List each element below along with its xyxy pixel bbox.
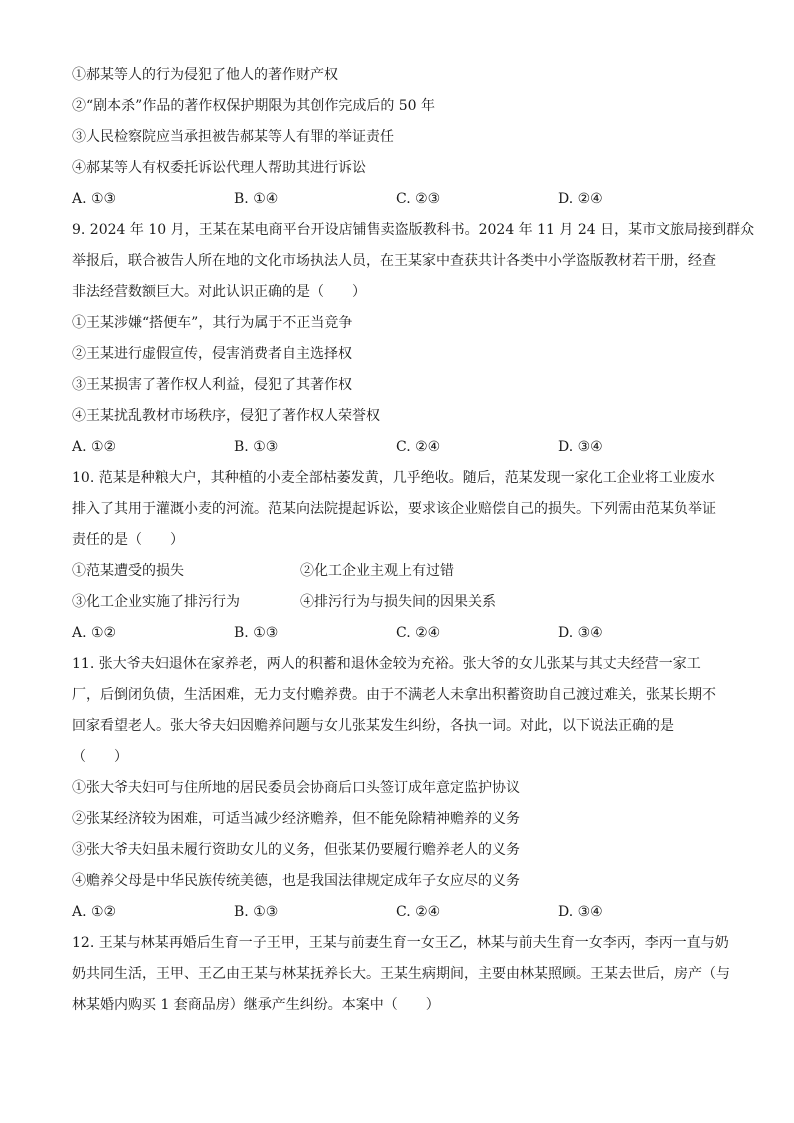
question-8-items — [72, 60, 732, 184]
q10-stem-line-3: 责任的是（ ） — [72, 532, 184, 548]
q9-stem-line-1: 9. 2024 年 10 月，王某在某电商平台开设店铺售卖盗版教科书。2024 年 11 月 24 日，某市文旅局接到群众 — [72, 222, 755, 238]
q9-item-1: ①王某涉嫌“搭便车”，其行为属于不正当竞争 — [72, 315, 353, 331]
q10-items-row-1 — [72, 556, 732, 587]
q10-items-row-2 — [72, 587, 732, 618]
q10-item-3: ③化工企业实施了排污行为 — [72, 594, 240, 610]
q8-item-4: ④郝某等人有权委托诉讼代理人帮助其进行诉讼 — [72, 160, 366, 176]
q9-option-c[interactable]: C. ②④ — [396, 439, 441, 455]
q10-item-4: ④排污行为与损失间的因果关系 — [300, 594, 496, 610]
q12-stem-line-3: 林某婚内购买 1 套商品房）继承产生纠纷。本案中（ ） — [72, 997, 440, 1013]
q10-stem-line-1: 10. 范某是种粮大户，其种植的小麦全部枯萎发黄，几乎绝收。随后，范某发现一家化工企业将工业废水 — [72, 470, 715, 486]
q11-options — [72, 897, 732, 928]
question-10 — [72, 463, 732, 649]
q10-item-1: ①范某遭受的损失 — [72, 563, 184, 579]
q8-option-c[interactable]: C. ②③ — [396, 191, 441, 207]
q10-option-b[interactable]: B. ①③ — [234, 625, 279, 641]
q9-options — [72, 432, 732, 463]
q8-option-d[interactable]: D. ②④ — [558, 191, 603, 207]
q11-stem-line-3: 回家看望老人。张大爷夫妇因赡养问题与女儿张某发生纠纷，各执一词。对此，以下说法正确的是 — [72, 718, 674, 734]
q11-option-b[interactable]: B. ①③ — [234, 904, 279, 920]
q9-item-2: ②王某进行虚假宣传，侵害消费者自主选择权 — [72, 346, 352, 362]
q10-options — [72, 618, 732, 649]
q11-item-4: ④赡养父母是中华民族传统美德，也是我国法律规定成年子女应尽的义务 — [72, 873, 520, 889]
q12-stem-line-1: 12. 王某与林某再婚后生育一子王甲，王某与前妻生育一女王乙，林某与前夫生育一女李丙，李丙一直与奶 — [72, 935, 729, 951]
question-12 — [72, 928, 732, 1021]
q11-stem-line-4: （ ） — [72, 749, 128, 765]
q9-item-4: ④王某扰乱教材市场秩序，侵犯了著作权人荣誉权 — [72, 408, 380, 424]
q8-item-3: ③人民检察院应当承担被告郝某等人有罪的举证责任 — [72, 129, 394, 145]
exam-page — [72, 60, 755, 1021]
q9-item-3: ③王某损害了著作权人利益，侵犯了其著作权 — [72, 377, 352, 393]
q9-stem-line-3: 非法经营数额巨大。对此认识正确的是（ ） — [72, 284, 366, 300]
q10-option-d[interactable]: D. ③④ — [558, 625, 603, 641]
q10-option-a[interactable]: A. ①② — [72, 625, 117, 641]
q11-item-3: ③张大爷夫妇虽未履行资助女儿的义务，但张某仍要履行赡养老人的义务 — [72, 842, 520, 858]
q10-option-c[interactable]: C. ②④ — [396, 625, 441, 641]
q11-stem-line-2: 厂，后倒闭负债，生活困难，无力支付赡养费。由于不满老人未拿出积蓄资助自己渡过难关，张某长期不 — [72, 687, 716, 703]
q11-stem-line-1: 11. 张大爷夫妇退休在家养老，两人的积蓄和退休金较为充裕。张大爷的女儿张某与其丈夫经营一家工 — [72, 656, 701, 672]
q10-stem-line-2: 排入了其用于灌溉小麦的河流。范某向法院提起诉讼，要求该企业赔偿自己的损失。下列需由范某负举证 — [72, 501, 716, 517]
q11-item-2: ②张某经济较为困难，可适当减少经济赡养，但不能免除精神赡养的义务 — [72, 811, 520, 827]
q11-option-d[interactable]: D. ③④ — [558, 904, 603, 920]
q8-item-2: ②“剧本杀”作品的著作权保护期限为其创作完成后的 50 年 — [72, 98, 436, 114]
q8-option-b[interactable]: B. ①④ — [234, 191, 279, 207]
question-11 — [72, 649, 732, 928]
q11-option-a[interactable]: A. ①② — [72, 904, 117, 920]
q9-option-d[interactable]: D. ③④ — [558, 439, 603, 455]
q8-options — [72, 184, 732, 215]
q12-stem-line-2: 奶共同生活，王甲、王乙由王某与林某抚养长大。王某生病期间，主要由林某照顾。王某去世后，房产（与 — [72, 966, 730, 982]
q9-option-a[interactable]: A. ①② — [72, 439, 117, 455]
q8-option-a[interactable]: A. ①③ — [72, 191, 117, 207]
q10-item-2: ②化工企业主观上有过错 — [300, 563, 454, 579]
question-9 — [72, 215, 755, 463]
q9-option-b[interactable]: B. ①③ — [234, 439, 279, 455]
q8-item-1: ①郝某等人的行为侵犯了他人的著作财产权 — [72, 67, 338, 83]
q11-item-1: ①张大爷夫妇可与住所地的居民委员会协商后口头签订成年意定监护协议 — [72, 780, 520, 796]
q11-option-c[interactable]: C. ②④ — [396, 904, 441, 920]
q9-stem-line-2: 举报后，联合被告人所在地的文化市场执法人员，在王某家中查获共计各类中小学盗版教材若干册，经查 — [72, 253, 716, 269]
